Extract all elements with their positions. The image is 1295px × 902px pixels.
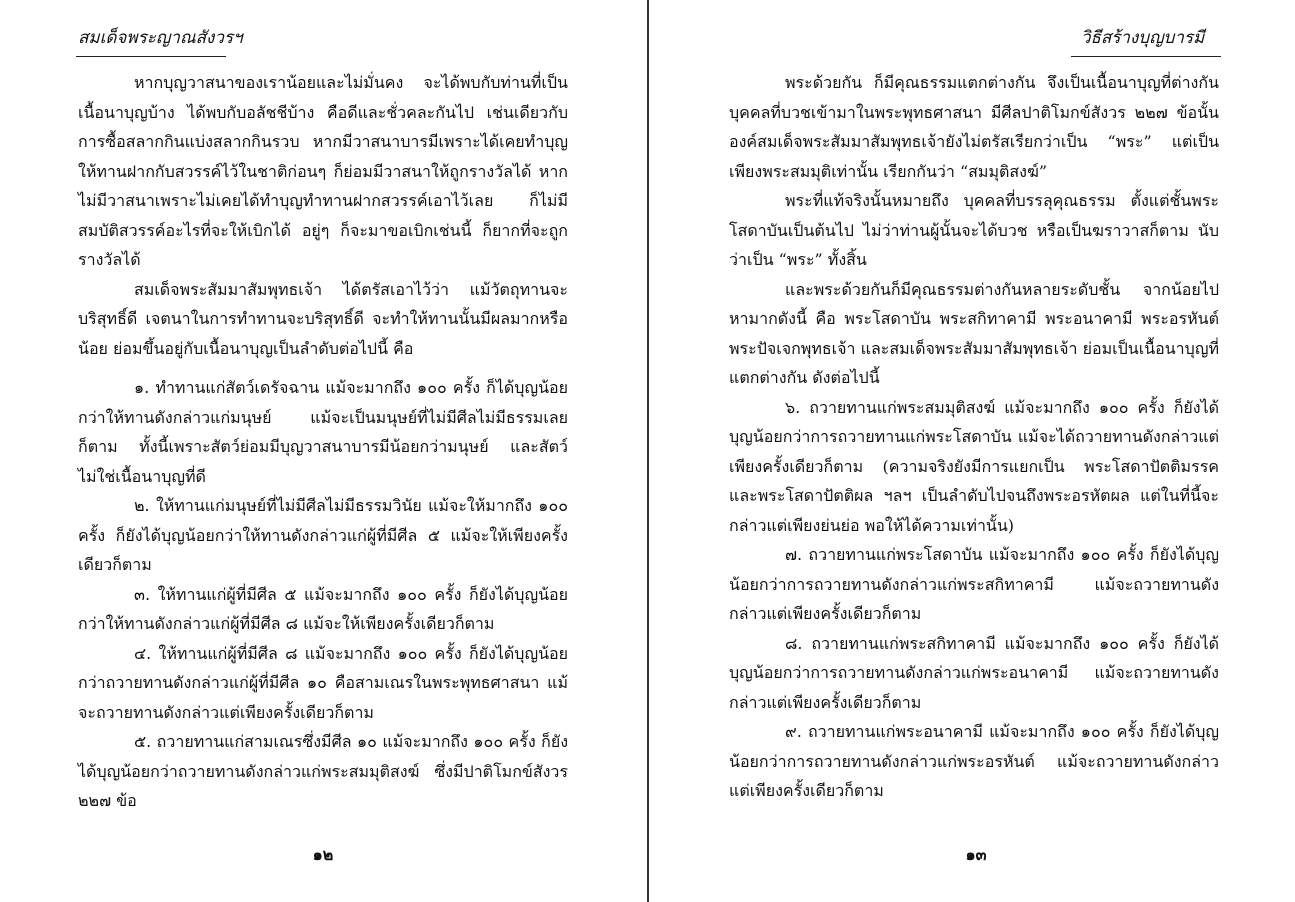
- paragraph: หากบุญวาสนาของเราน้อยและไม่มั่นคง จะได้พบกับท่านที่เป็นเนื้อนาบุญบ้าง ได้พบกับอลัชชีบ้าง คือดีและชั่วคละกันไป เช่นเดียวกับการซื้อสลากกินแบ่งสลากกินรวบ หากมีวาสนาบารมีเพราะได้เคยทำบุญให้ทานฝากกับสวรรค์ไว้ในชาติก่อนๆ ก็ย่อมมีวาสนาให้ถูกรางวัลได้ หากไม่มีวาสนาเพราะไม่เคยได้ทำบุญทำทานฝากสวรรค์เอาไว้เลย ก็ไม่มีสมบัติสวรรค์อะไรที่จะให้เบิกได้ อยู่ๆ ก็จะมาขอเบิกเช่นนี้ ก็ยากที่จะถูกรางวัลได้: [78, 73, 568, 269]
- paragraph: สมเด็จพระสัมมาสัมพุทธเจ้า ได้ตรัสเอาไว้ว่า แม้วัตถุทานจะบริสุทธิ์ดี เจตนาในการทำทานจะบริสุทธิ์ดี จะทำให้ทานนั้นมีผลมากหรือน้อย ย่อมขึ้นอยู่กับเนื้อนาบุญเป็นลำดับต่อไปนี้ คือ: [78, 279, 568, 358]
- paragraph: พระด้วยกัน ก็มีคุณธรรมแตกต่างกัน จึงเป็นเนื้อนาบุญที่ต่างกัน บุคคลที่บวชเข้ามาในพระพุทธศาสนา มีศีลปาติโมกข์สังวร ๒๒๗ ข้อนั้น องค์สมเด็จพระสัมมาสัมพุทธเจ้ายังไม่ตรัสเรียกว่าเป็น “พระ” แต่เป็นเพียงพระสมมุติเท่านั้น เรียกกันว่า “สมมุติสงฆ์”: [729, 73, 1219, 181]
- list-item: ๒. ให้ทานแก่มนุษย์ที่ไม่มีศีลไม่มีธรรมวินัย แม้จะให้มากถึง ๑๐๐ ครั้ง ก็ยังได้บุญน้อยกว่าให้ทานดังกล่าวแก่ผู้ที่มีศีล ๕ แม้จะให้เพียงครั้งเดียวก็ตาม: [78, 496, 568, 574]
- list-item: ๙. ถวายทานแก่พระอนาคามี แม้จะมากถึง ๑๐๐ ครั้ง ก็ยังได้บุญน้อยกว่าการถวายทานดังกล่าวแก่พระอรหันต์ แม้จะถวายทานดังกล่าวแต่เพียงครั้งเดียวก็ตาม: [729, 722, 1219, 800]
- right-header-rule: [1071, 56, 1221, 57]
- book-spine: [647, 0, 649, 902]
- list-item: ๕. ถวายทานแก่สามเณรซึ่งมีศีล ๑๐ แม้จะมากถึง ๑๐๐ ครั้ง ก็ยังได้บุญน้อยกว่าถวายทานดังกล่าวแก่พระสมมุติสงฆ์ ซึ่งมีปาติโมกข์สังวร ๒๒๗ ข้อ: [78, 732, 568, 810]
- right-running-header: วิธีสร้างบุญบารมี: [1081, 28, 1205, 48]
- left-running-header: สมเด็จพระญาณสังวรฯ: [78, 28, 243, 48]
- right-page-number: ๑๓: [965, 845, 987, 864]
- list-item: ๔. ให้ทานแก่ผู้ที่มีศีล ๘ แม้จะมากถึง ๑๐๐ ครั้ง ก็ยังได้บุญน้อยกว่าถวายทานดังกล่าวแก่ผู้ที่มีศีล ๑๐ คือสามเณรในพระพุทธศาสนา แม้จะถวายทานดังกล่าวแต่เพียงครั้งเดียวก็ตาม: [78, 643, 568, 722]
- paragraph: พระที่แท้จริงนั้นหมายถึง บุคคลที่บรรลุคุณธรรม ตั้งแต่ชั้นพระโสดาบันเป็นต้นไป ไม่ว่าท่านผู้นั้นจะได้บวช หรือเป็นฆราวาสก็ตาม นับว่าเป็น “พระ” ทั้งสิ้น: [729, 191, 1219, 269]
- paragraph: และพระด้วยกันก็มีคุณธรรมต่างกันหลายระดับชั้น จากน้อยไปหามากดังนี้ คือ พระโสดาบัน พระสกิทาคามี พระอนาคามี พระอรหันต์ พระปัจเจกพุทธเจ้า และสมเด็จพระสัมมาสัมพุทธเจ้า ย่อมเป็นเนื้อนาบุญที่แตกต่างกัน ดังต่อไปนี้: [729, 279, 1219, 387]
- right-page: [651, 0, 1295, 902]
- list-item: ๖. ถวายทานแก่พระสมมุติสงฆ์ แม้จะมากถึง ๑๐๐ ครั้ง ก็ยังได้บุญน้อยกว่าการถวายทานแก่พระโสดาบัน แม้จะได้ถวายทานดังกล่าวแต่เพียงครั้งเดียวก็ตาม (ความจริงยังมีการแยกเป็น พระโสดาปัตติมรรค และพระโสดาปัตติผล ฯลฯ เป็นลำดับไปจนถึงพระอรหัตผล แต่ในที่นี้จะกล่าวแต่เพียงย่นย่อ พอให้ได้ความเท่านั้น): [729, 397, 1219, 535]
- list-item: ๑. ทำทานแก่สัตว์เดรัจฉาน แม้จะมากถึง ๑๐๐ ครั้ง ก็ได้บุญน้อยกว่าให้ทานดังกล่าวแก่มนุษย์ แม้จะเป็นมนุษย์ที่ไม่มีศีลไม่มีธรรมเลยก็ตาม ทั้งนี้เพราะสัตว์ย่อมมีบุญวาสนาบารมีน้อยกว่ามนุษย์ และสัตว์ไม่ใช่เนื้อนาบุญที่ดี: [78, 378, 568, 486]
- left-body: [78, 68, 568, 816]
- left-header-rule: [76, 56, 226, 57]
- list-item: ๓. ให้ทานแก่ผู้ที่มีศีล ๕ แม้จะมากถึง ๑๐๐ ครั้ง ก็ยังได้บุญน้อยกว่าให้ทานดังกล่าวแก่ผู้ที่มีศีล ๘ แม้จะให้เพียงครั้งเดียวก็ตาม: [78, 584, 568, 633]
- list-item: ๘. ถวายทานแก่พระสกิทาคามี แม้จะมากถึง ๑๐๐ ครั้ง ก็ยังได้บุญน้อยกว่าการถวายทานดังกล่าวแก่พระอนาคามี แม้จะถวายทานดังกล่าวแต่เพียงครั้งเดียวก็ตาม: [729, 633, 1219, 712]
- right-body: [729, 68, 1219, 806]
- list-item: ๗. ถวายทานแก่พระโสดาบัน แม้จะมากถึง ๑๐๐ ครั้ง ก็ยังได้บุญน้อยกว่าการถวายทานดังกล่าวแก่พระสกิทาคามี แม้จะถวายทานดังกล่าวแต่เพียงครั้งเดียวก็ตาม: [729, 545, 1219, 623]
- left-page-number: ๑๒: [312, 845, 334, 864]
